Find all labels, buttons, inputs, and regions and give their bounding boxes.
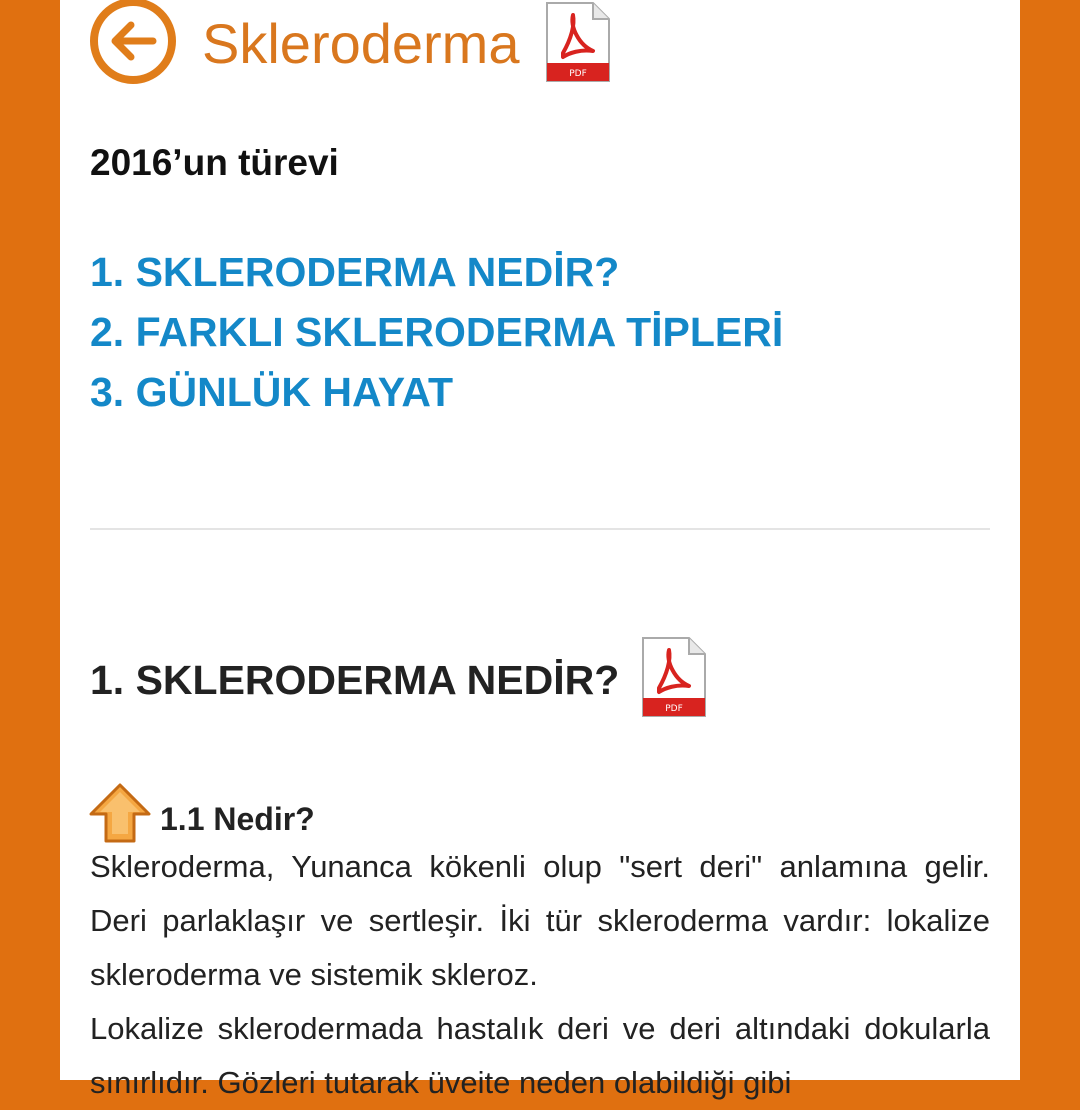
svg-text:PDF: PDF — [665, 704, 684, 714]
toc-link-nedir[interactable]: 1. SKLERODERMA NEDİR? — [90, 249, 620, 295]
sub-heading-text: 1.1 Nedir? — [160, 801, 315, 837]
svg-text:PDF: PDF — [569, 68, 588, 79]
arrow-up-icon — [88, 782, 152, 844]
pdf-icon — [639, 636, 709, 720]
body-text — [90, 840, 990, 1110]
toc-link-tipleri[interactable]: 2. FARKLI SKLERODERMA TİPLERİ — [90, 309, 784, 355]
paragraph: Lokalize sklerodermada hastalık deri ve deri altındaki dokularla sınırlıdır. Gözleri tutarak üveite neden olabildiği gibi — [90, 1011, 990, 1100]
paragraph: Skleroderma, Yunanca kökenli olup "sert deri" anlamına gelir. Deri parlaklaşır ve sertleşir. İki tür skleroderma vardır: lokalize skleroderma ve sistemik skleroz. — [90, 849, 990, 992]
arrow-left-circle-icon — [105, 13, 161, 69]
table-of-contents — [90, 242, 783, 422]
section-title: 1. SKLERODERMA NEDİR? — [90, 657, 620, 703]
back-to-top-button[interactable] — [88, 782, 152, 849]
subtitle: 2016’un türevi — [90, 142, 339, 183]
pdf-icon — [543, 1, 613, 85]
section-heading — [90, 636, 709, 725]
pdf-download-button[interactable] — [543, 1, 613, 90]
sub-heading — [88, 782, 315, 849]
section-pdf-button[interactable] — [639, 636, 709, 725]
toc-link-gunluk-hayat[interactable]: 3. GÜNLÜK HAYAT — [90, 369, 453, 415]
page-title: Skleroderma — [202, 11, 520, 75]
page-card — [60, 0, 1020, 1100]
header — [90, 0, 613, 90]
back-button[interactable] — [90, 0, 176, 84]
divider — [90, 528, 990, 530]
